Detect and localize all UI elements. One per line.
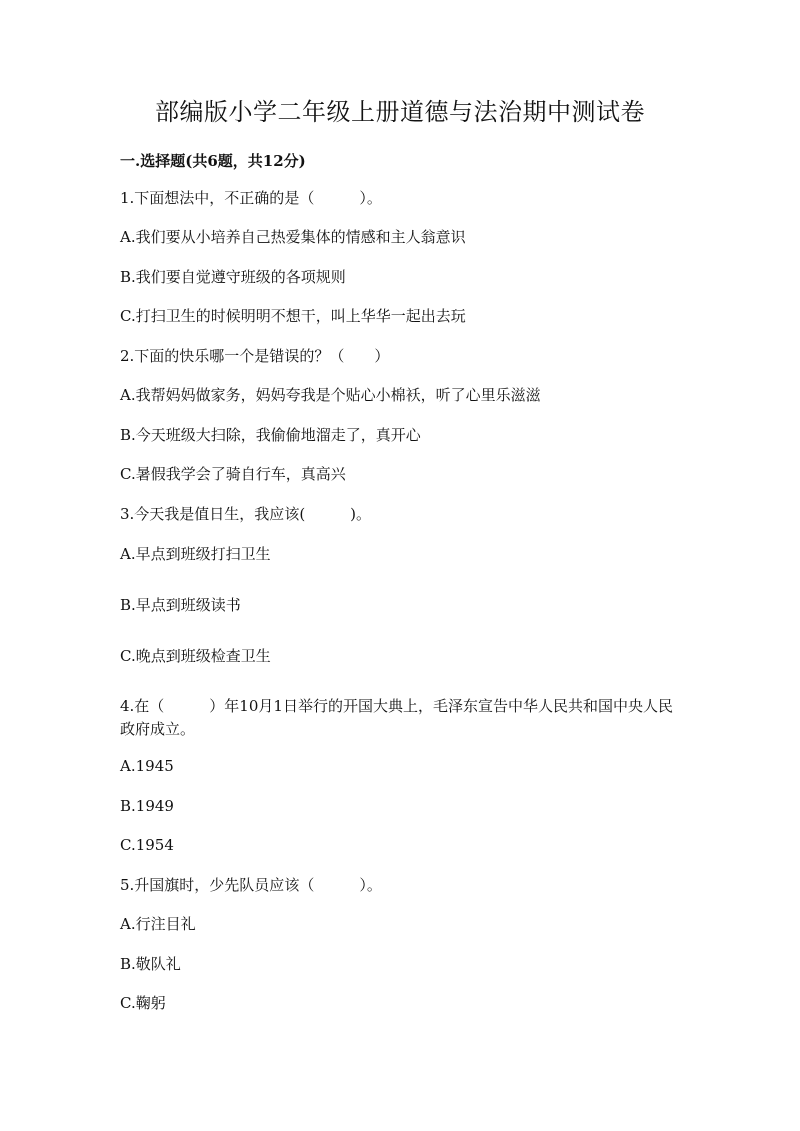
question-3-option-a: A.早点到班级打扫卫生 (120, 545, 271, 563)
question-1-option-c: C.打扫卫生的时候明明不想干，叫上华华一起出去玩 (120, 307, 466, 325)
question-5-option-b: B.敬队礼 (120, 955, 181, 973)
question-1-option-a: A.我们要从小培养自己热爱集体的情感和主人翁意识 (120, 228, 466, 246)
question-4-option-c: C.1954 (120, 836, 174, 854)
question-5-option-c: C.鞠躬 (120, 994, 166, 1012)
question-3-option-b: B.早点到班级读书 (120, 596, 241, 614)
page-title: 部编版小学二年级上册道德与法治期中测试卷 (155, 98, 645, 126)
question-1-option-b: B.我们要自觉遵守班级的各项规则 (120, 268, 346, 286)
question-1-stem: 1.下面想法中，不正确的是（ ）。 (120, 189, 382, 207)
question-2-option-b: B.今天班级大扫除，我偷偷地溜走了，真开心 (120, 426, 421, 444)
question-4-option-b: B.1949 (120, 797, 174, 815)
question-4-option-a: A.1945 (120, 757, 174, 775)
question-3-stem: 3.今天我是值日生，我应该( )。 (120, 505, 372, 523)
question-4-stem: 4.在（ ）年10月1日举行的开国大典上，毛泽东宣告中华人民共和国中央人民政府成立。 (120, 697, 673, 738)
section-heading: 一.选择题(共6题，共12分) (120, 152, 306, 170)
question-2-option-c: C.暑假我学会了骑自行车，真高兴 (120, 465, 346, 483)
question-5-option-a: A.行注目礼 (120, 915, 196, 933)
question-2-stem: 2.下面的快乐哪一个是错误的？（ ） (120, 347, 390, 365)
question-3-option-c: C.晚点到班级检查卫生 (120, 647, 271, 665)
question-5-stem: 5.升国旗时，少先队员应该（ ）。 (120, 876, 382, 894)
question-2-option-a: A.我帮妈妈做家务，妈妈夸我是个贴心小棉袄，听了心里乐滋滋 (120, 386, 541, 404)
